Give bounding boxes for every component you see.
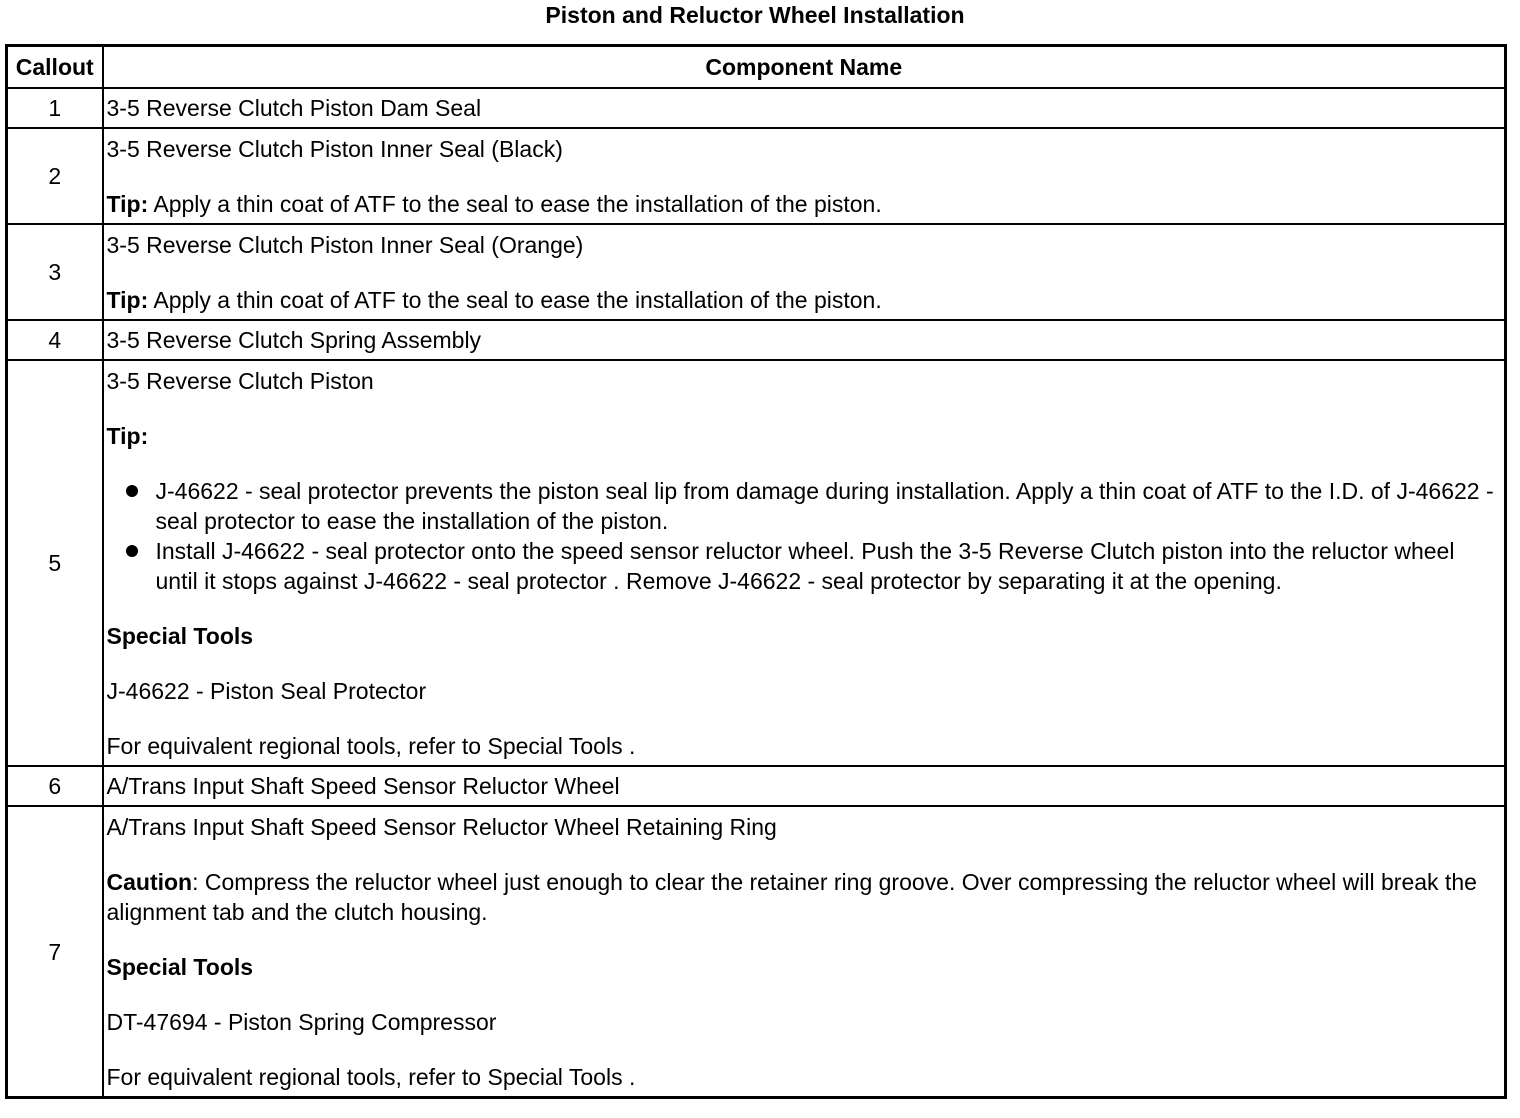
table-row xyxy=(7,360,1506,766)
components-table xyxy=(5,44,1507,1099)
equivalent-tools-note: For equivalent regional tools, refer to Special Tools . xyxy=(106,1064,636,1090)
special-tool-item: DT-47694 - Piston Spring Compressor xyxy=(106,1009,497,1035)
special-tools-label: Special Tools xyxy=(106,623,254,649)
component-name: 3-5 Reverse Clutch Piston Inner Seal (Black) xyxy=(106,136,563,162)
component-cell xyxy=(103,360,1506,766)
table-row xyxy=(7,766,1506,806)
component-cell xyxy=(103,806,1506,1098)
special-tool-item: J-46622 - Piston Seal Protector xyxy=(106,678,427,704)
bullet-text: J-46622 - seal protector prevents the piston seal lip from damage during installation. Apply a thin coat of ATF to the I.D. of J-46622 - seal protector to ease the installation of the piston. xyxy=(155,478,1494,534)
component-name: 3-5 Reverse Clutch Piston Dam Seal xyxy=(103,88,1506,128)
bullet-icon xyxy=(126,485,138,497)
table-row xyxy=(7,224,1506,320)
tip-text: Apply a thin coat of ATF to the seal to ease the installation of the piston. xyxy=(148,191,882,217)
callout-number: 7 xyxy=(7,806,103,1098)
tip-label: Tip: xyxy=(106,423,149,449)
callout-number: 2 xyxy=(7,128,103,224)
tip-label: Tip: xyxy=(106,287,149,313)
bullet-text: Install J-46622 - seal protector onto the speed sensor reluctor wheel. Push the 3-5 Reverse Clutch piston into the reluctor wheel until it stops against J-46622 - seal protector . Remove J-46622 - seal protector by separating it at the opening. xyxy=(155,538,1455,594)
special-tools-heading xyxy=(107,927,1505,982)
bullet-icon xyxy=(126,545,138,557)
table-row xyxy=(7,806,1506,1098)
list-item xyxy=(107,476,1505,536)
callout-number: 5 xyxy=(7,360,103,766)
callout-number: 1 xyxy=(7,88,103,128)
page-title: Piston and Reluctor Wheel Installation xyxy=(545,2,965,28)
tip-text: Apply a thin coat of ATF to the seal to ease the installation of the piston. xyxy=(148,287,882,313)
callout-number: 6 xyxy=(7,766,103,806)
table-row xyxy=(7,128,1506,224)
special-tools-label: Special Tools xyxy=(106,954,254,980)
table-row xyxy=(7,320,1506,360)
special-tools-heading xyxy=(107,596,1505,651)
component-name: 3-5 Reverse Clutch Spring Assembly xyxy=(103,320,1506,360)
component-name: 3-5 Reverse Clutch Piston xyxy=(106,368,374,394)
tip-note xyxy=(107,260,1505,319)
caution-label: Caution xyxy=(106,869,193,895)
component-cell xyxy=(103,128,1506,224)
callout-number: 3 xyxy=(7,224,103,320)
component-name-header: Component Name xyxy=(103,46,1506,89)
callout-number: 4 xyxy=(7,320,103,360)
component-name: A/Trans Input Shaft Speed Sensor Reluctor Wheel xyxy=(103,766,1506,806)
tip-bullet-list xyxy=(107,451,1505,596)
tip-note xyxy=(107,164,1505,223)
caution-note xyxy=(107,842,1505,927)
table-header-row xyxy=(7,46,1506,89)
list-item xyxy=(107,536,1505,596)
component-cell xyxy=(103,224,1506,320)
equivalent-tools-note: For equivalent regional tools, refer to Special Tools . xyxy=(106,733,636,759)
component-name: A/Trans Input Shaft Speed Sensor Reluctor Wheel Retaining Ring xyxy=(106,814,777,840)
caution-text: : Compress the reluctor wheel just enough to clear the retainer ring groove. Over compressing the reluctor wheel will break the alignment tab and the clutch housing. xyxy=(106,869,1477,925)
tip-note xyxy=(107,396,1505,451)
component-name: 3-5 Reverse Clutch Piston Inner Seal (Orange) xyxy=(106,232,584,258)
table-row xyxy=(7,88,1506,128)
callout-header: Callout xyxy=(7,46,103,89)
tip-label: Tip: xyxy=(106,191,149,217)
